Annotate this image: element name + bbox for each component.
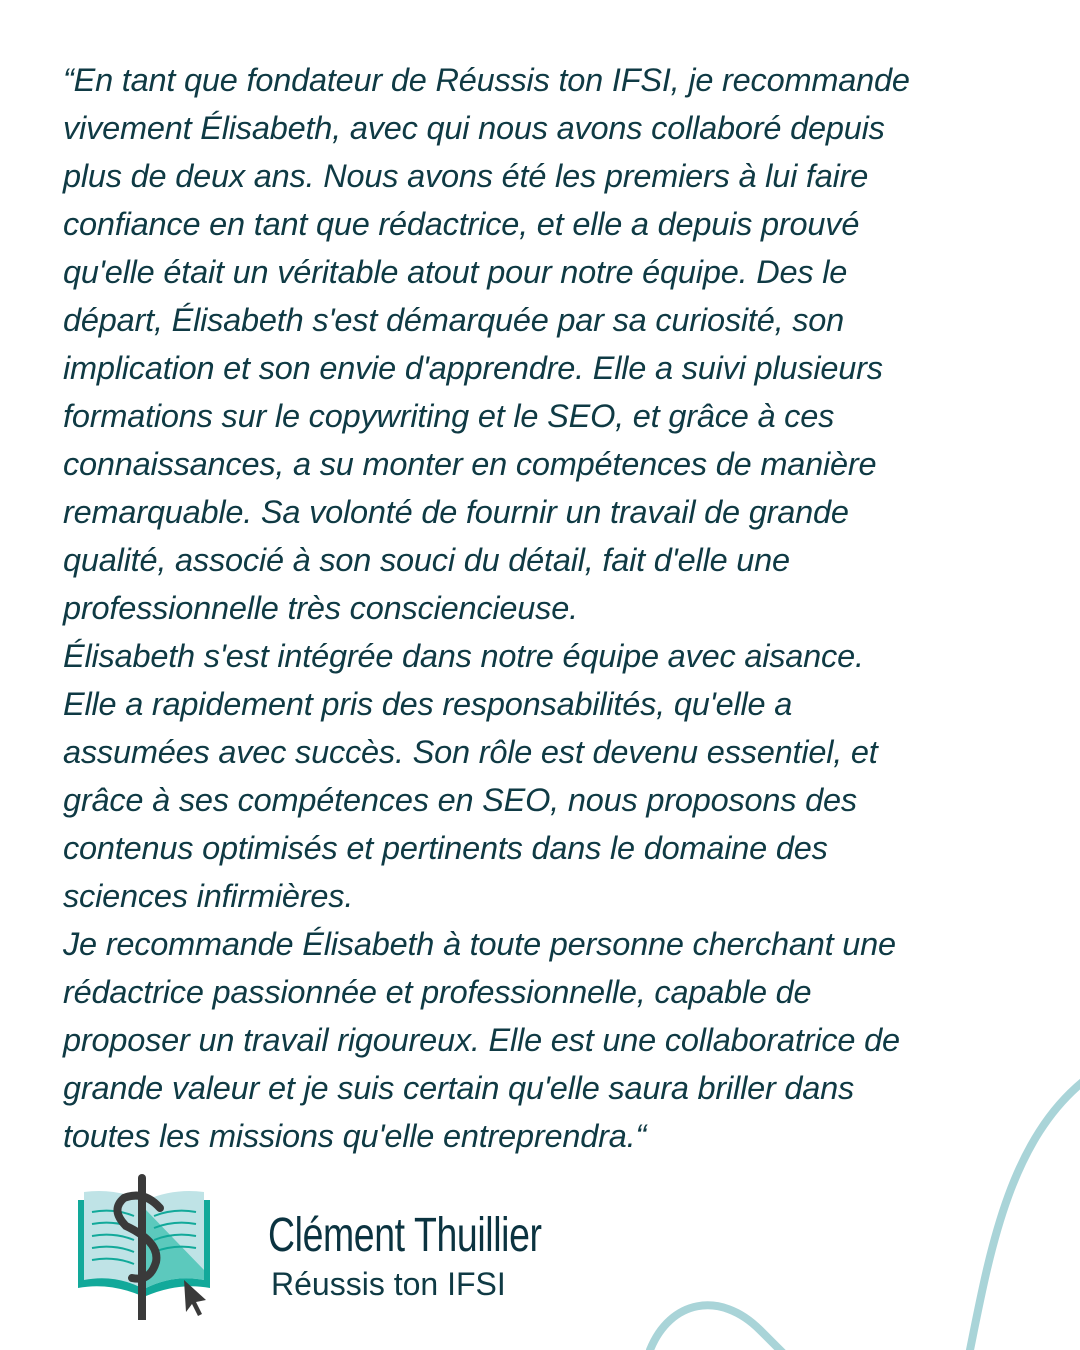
- quote-line: qualité, associé à son souci du détail, fait d'elle une: [63, 542, 790, 578]
- author-name: Clément Thuillier: [268, 1209, 542, 1262]
- quote-line: confiance en tant que rédactrice, et elle a depuis prouvé: [63, 206, 860, 242]
- quote-line: toutes les missions qu'elle entreprendra.“: [63, 1118, 647, 1154]
- quote-line: proposer un travail rigoureux. Elle est une collaboratrice de: [63, 1022, 900, 1058]
- author-organization: Réussis ton IFSI: [271, 1266, 506, 1302]
- quote-line: formations sur le copywriting et le SEO, et grâce à ces: [63, 398, 835, 434]
- quote-line: remarquable. Sa volonté de fournir un travail de grande: [63, 494, 849, 530]
- quote-line: grâce à ses compétences en SEO, nous proposons des: [63, 782, 857, 818]
- quote-line: implication et son envie d'apprendre. Elle a suivi plusieurs: [63, 350, 883, 386]
- testimonial-quote: [63, 56, 1053, 1160]
- quote-line: Je recommande Élisabeth à toute personne cherchant une: [63, 926, 896, 962]
- quote-line: “En tant que fondateur de Réussis ton IFSI, je recommande: [63, 62, 910, 98]
- quote-line: grande valeur et je suis certain qu'elle saura briller dans: [63, 1070, 855, 1106]
- quote-line: professionnelle très consciencieuse.: [63, 590, 578, 626]
- quote-line: qu'elle était un véritable atout pour notre équipe. Des le: [63, 254, 848, 290]
- quote-line: connaissances, a su monter en compétences de manière: [63, 446, 877, 482]
- quote-line: contenus optimisés et pertinents dans le domaine des: [63, 830, 828, 866]
- quote-line: départ, Élisabeth s'est démarquée par sa curiosité, son: [63, 302, 845, 338]
- quote-line: Élisabeth s'est intégrée dans notre équipe avec aisance.: [63, 638, 864, 674]
- quote-line: assumées avec succès. Son rôle est devenu essentiel, et: [63, 734, 878, 770]
- quote-line: vivement Élisabeth, avec qui nous avons collaboré depuis: [63, 110, 885, 146]
- book-caduceus-logo: [74, 1170, 214, 1320]
- quote-line: Elle a rapidement pris des responsabilités, qu'elle a: [63, 686, 793, 722]
- quote-line: sciences infirmières.: [63, 878, 354, 914]
- quote-line: rédactrice passionnée et professionnelle, capable de: [63, 974, 812, 1010]
- quote-line: plus de deux ans. Nous avons été les premiers à lui faire: [63, 158, 869, 194]
